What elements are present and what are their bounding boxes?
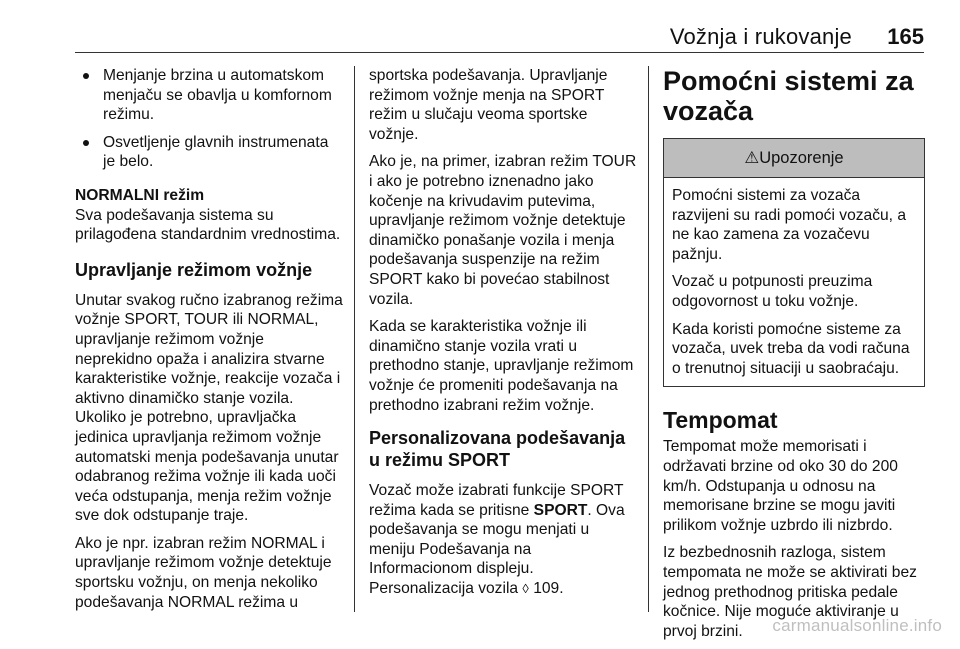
text: . Ova podešavanja se mogu menjati u meniju Podešavanja na Informacionom displeju. (369, 501, 625, 578)
column-divider (648, 66, 649, 612)
warning-title: Upozorenje (759, 149, 844, 167)
reference-page: 109. (528, 580, 564, 598)
paragraph: Unutar svakog ručno izabranog režima vožnje SPORT, TOUR ili NORMAL, upravljanje režimom vožnje neprekidno opaža i analizira stvarne karakteristike vožnje, reakcije vozača i aktivno dinamičko stanje vozila. Ukoliko je potrebno, upravljačka jedinica upravljanja režimom vožnje automatski menja podešavanja unutar odabranog režima vožnje ili kada uoči veća odstupanja, menja režim vožnje sve dok odstupanje traje. (75, 291, 343, 525)
watermark: carmanualsonline.info (772, 616, 942, 635)
page-reference-icon: ◊ (522, 581, 529, 597)
paragraph: Iz bezbednosnih razloga, sistem tempomata ne može se aktivirati bez jednog prethodnog pritiska pedale kočnice. Nije moguće aktiviranje u prvoj brzini. (663, 544, 917, 640)
warning-box (663, 138, 925, 387)
sport-button-label: SPORT (533, 501, 588, 519)
warning-paragraph: Pomoćni sistemi za vozača razvijeni su radi pomoći vozaču, a ne kao zamena za vozačevu pažnju. (672, 187, 907, 263)
paragraph: Ako je npr. izabran režim NORMAL i upravljanje režimom vožnje detektuje sportsku vožnju, on menja nekoliko podešavanja NORMAL režima u (75, 534, 332, 611)
column-3 (663, 66, 925, 649)
bullet-list (75, 66, 343, 172)
paragraph: Ako je, na primer, izabran režim TOUR i ako je potrebno iznenadno jako kočenje na krivudavim putevima, upravljanje režimom vožnje detektuje dinamičko ponašanje vozila i menja podešavanja suspenzije na režim SPORT kako bi povećao stabilnost vozila. (369, 153, 637, 308)
page-header (75, 22, 924, 53)
warning-header (664, 139, 924, 178)
column-divider (354, 66, 355, 612)
text: Personalizacija vozila (369, 580, 523, 598)
paragraph: Tempomat može memorisati i održavati brzine od oko 30 do 200 km/h. Odstupanja u odnosu na memorisane brzine se mogu javiti prilikom vožnje uzbrdo ili nizbrdo. (663, 438, 898, 534)
text: Vozač može izabrati funkcije SPORT režima kada se pritisne (369, 482, 624, 519)
column-2 (369, 66, 637, 607)
paragraph (369, 481, 637, 579)
section-heading-drive-mode: Upravljanje režimom vožnje (75, 259, 313, 280)
paragraph: sportska podešavanja. Upravljanje režimom vožnje menja na SPORT režim u slučaju veoma sportske vožnje. (369, 67, 608, 143)
warning-icon: ⚠ (744, 149, 760, 167)
section-heading-driver-assistance: Pomoćni sistemi za vozača (663, 66, 914, 126)
bullet-item: Menjanje brzina u automatskom menjaču se obavlja u komfornom režimu. (75, 66, 343, 125)
normal-mode-text: Sva podešavanja sistema su prilagođena standardnim vrednostima. (75, 206, 341, 244)
chapter-title: Vožnja i rukovanje (669, 24, 852, 49)
normal-mode-paragraph (75, 186, 343, 245)
cross-reference (369, 579, 637, 599)
section-heading-sport-settings: Personalizovana podešavanja u režimu SPORT (369, 428, 626, 471)
section-heading-cruise-control: Tempomat (663, 407, 778, 434)
column-1 (75, 66, 343, 620)
paragraph: Kada se karakteristika vožnje ili dinamično stanje vozila vrati u prethodno stanje, upravljanje režimom vožnje će promeniti podešavanja na prethodno izabrani režim vožnje. (369, 318, 634, 414)
page-number: 165 (887, 24, 924, 49)
normal-mode-heading: NORMALNI režim (75, 186, 205, 204)
bullet-item: Osvetljenje glavnih instrumenata je belo. (75, 133, 343, 172)
warning-paragraph: Vozač u potpunosti preuzima odgovornost u toku vožnje. (672, 273, 873, 310)
warning-body (664, 178, 924, 378)
warning-paragraph: Kada koristi pomoćne sisteme za vozača, uvek treba da vodi računa o trenutnoj situaciji u saobraćaju. (672, 320, 910, 377)
